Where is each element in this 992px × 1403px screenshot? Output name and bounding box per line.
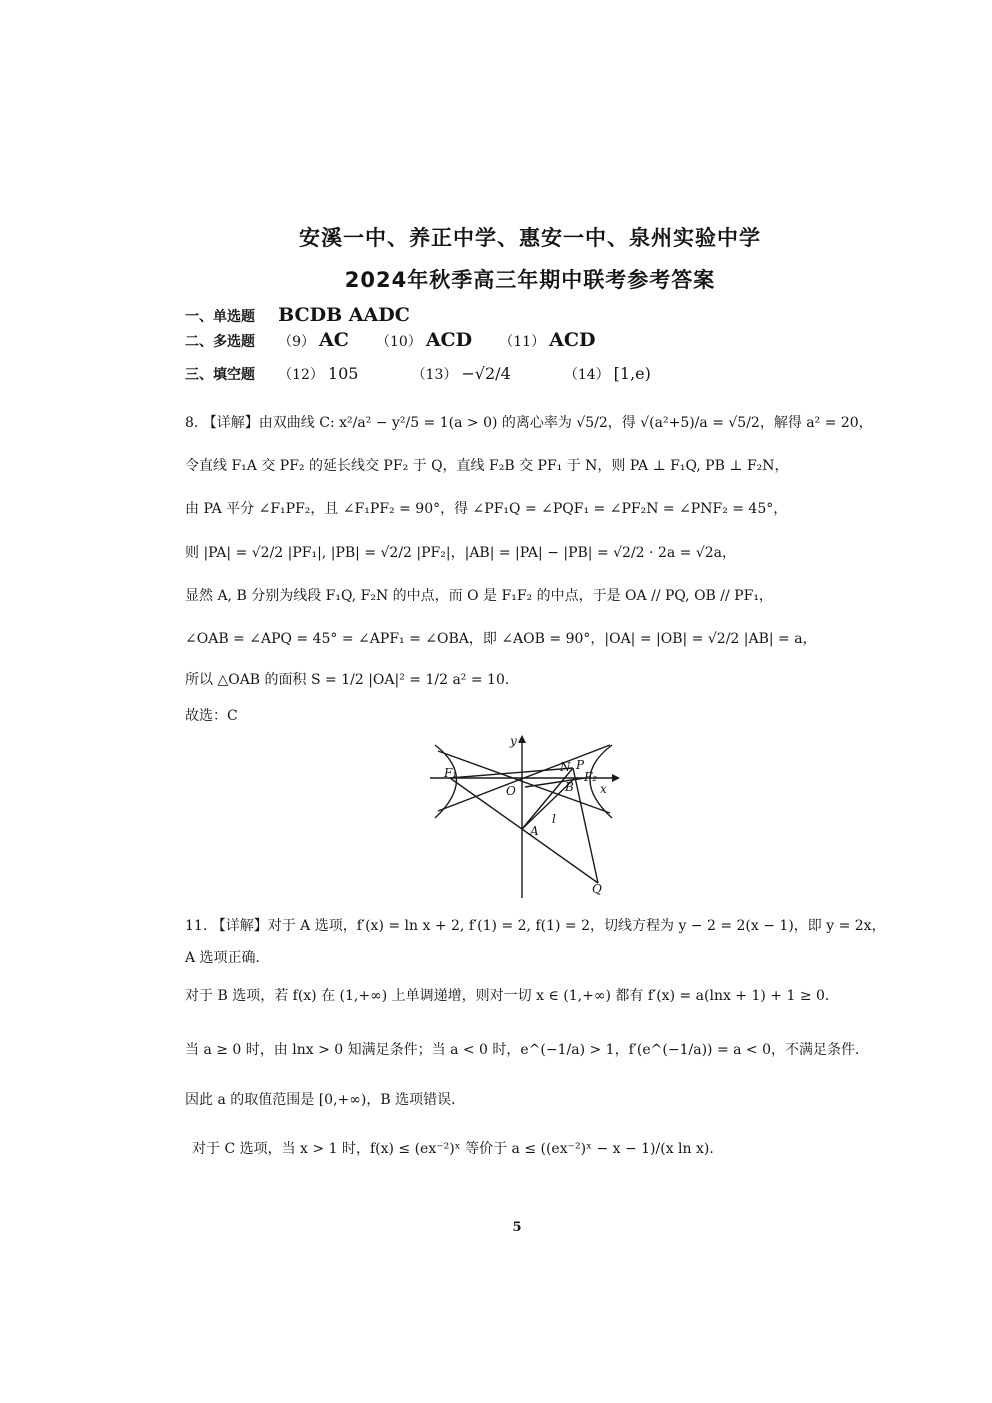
single-choice-answers: BCDB AADC [278,304,410,326]
fill-num-13: （13） [411,367,458,383]
single-choice-label: 一、单选题 [185,309,255,325]
q11-line-6: 对于 C 选项，当 x > 1 时，f(x) ≤ (ex⁻²)ˣ 等价于 a ≤ ((ex⁻²)ˣ − x − 1)/(x ln x)． [192,1141,724,1157]
multi-num-10: （10） [375,334,422,350]
fill-answer-12: 105 [327,364,359,383]
hyperbola-figure [430,733,620,898]
q11-line-2: A 选项正确． [185,950,270,966]
q8-line-7: 所以 △OAB 的面积 S = 1/2 |OA|² = 1/2 a² = 10． [185,672,519,688]
q8-line-6: ∠OAB = ∠APQ = 45° = ∠APF₁ = ∠OBA，即 ∠AOB = 90°，|OA| = |OB| = √2/2 |AB| = a， [185,631,817,647]
q8-line-1: 8. 【详解】由双曲线 C: x²/a² − y²/5 = 1(a > 0) 的离心率为 √5/2，得 √(a²+5)/a = √5/2，解得 a² = 20， [185,415,873,431]
multi-num-9: （9） [278,334,316,350]
q11-line-3: 对于 B 选项，若 f(x) 在 (1,+∞) 上单调递增，则对一切 x ∈ (1,+∞) 都有 f′(x) = a(lnx + 1) + 1 ≥ 0． [185,988,839,1004]
label-A: A [530,824,539,838]
q11-line-5: 因此 a 的取值范围是 [0,+∞)，B 选项错误． [185,1092,466,1108]
label-O: O [506,784,516,798]
fill-answer-14: [1,e) [613,364,651,383]
line-F1-Q [450,778,598,883]
title-exam: 2024年秋季高三年期中联考参考答案 [344,268,716,292]
q11-line-4: 当 a ≥ 0 时，由 lnx > 0 知满足条件；当 a < 0 时，e^(−1/a) > 1，f′(e^(−1/a)) = a < 0，不满足条件． [185,1042,870,1058]
line-F1-P [450,768,573,778]
label-P: P [576,758,585,772]
answer-multi-choice [185,330,617,352]
fill-num-14: （14） [563,367,610,383]
q8-line-3: 由 PA 平分 ∠F₁PF₂，且 ∠F₁PF₂ = 90°，得 ∠PF₁Q = ∠PQF₁ = ∠PF₂N = ∠PNF₂ = 45°， [185,501,788,517]
line-P-Q [573,768,598,883]
multi-num-11: （11） [499,334,546,350]
label-N: N [560,760,571,774]
label-F1: F₁ [444,766,458,780]
label-B: B [565,780,574,794]
label-Q: Q [592,882,602,896]
title-schools: 安溪一中、养正中学、惠安一中、泉州实验中学 [299,226,761,250]
y-axis-arrow [518,735,526,743]
q11-line-1: 11. 【详解】对于 A 选项，f′(x) = ln x + 2, f′(1) = 2, f(1) = 2，切线方程为 y − 2 = 2(x − 1)，即 y = 2x， [185,918,886,934]
multi-answer-11: ACD [549,329,596,351]
q8-line-2: 令直线 F₁A 交 PF₂ 的延长线交 PF₂ 于 Q，直线 F₂B 交 PF₁ 于 N，则 PA ⊥ F₁Q, PB ⊥ F₂N， [185,458,789,474]
multi-choice-label: 二、多选题 [185,334,255,350]
label-y: y [510,734,517,748]
multi-answer-9: AC [319,329,349,351]
q8-line-4: 则 |PA| = √2/2 |PF₁|, |PB| = √2/2 |PF₂|，|AB| = |PA| − |PB| = √2/2 · 2a = √2a， [185,545,737,561]
fill-num-12: （12） [278,367,324,383]
fill-answer-13: −√2/4 [461,364,511,383]
x-axis-arrow [612,774,620,782]
answer-fill-blank [185,364,651,385]
fill-blank-label: 三、填空题 [185,367,255,383]
q8-answer-line: 故选：C [185,708,238,724]
bisector-l [522,768,573,829]
label-l: l [552,812,556,826]
label-x: x [600,782,607,796]
multi-answer-10: ACD [425,329,473,351]
page-number: 5 [512,1220,522,1235]
q8-line-5: 显然 A, B 分别为线段 F₁Q, F₂N 的中点，而 O 是 F₁F₂ 的中点，于是 OA // PQ, OB // PF₁， [185,588,773,604]
label-F2: F₂ [584,770,598,784]
answer-single-choice [185,305,432,327]
